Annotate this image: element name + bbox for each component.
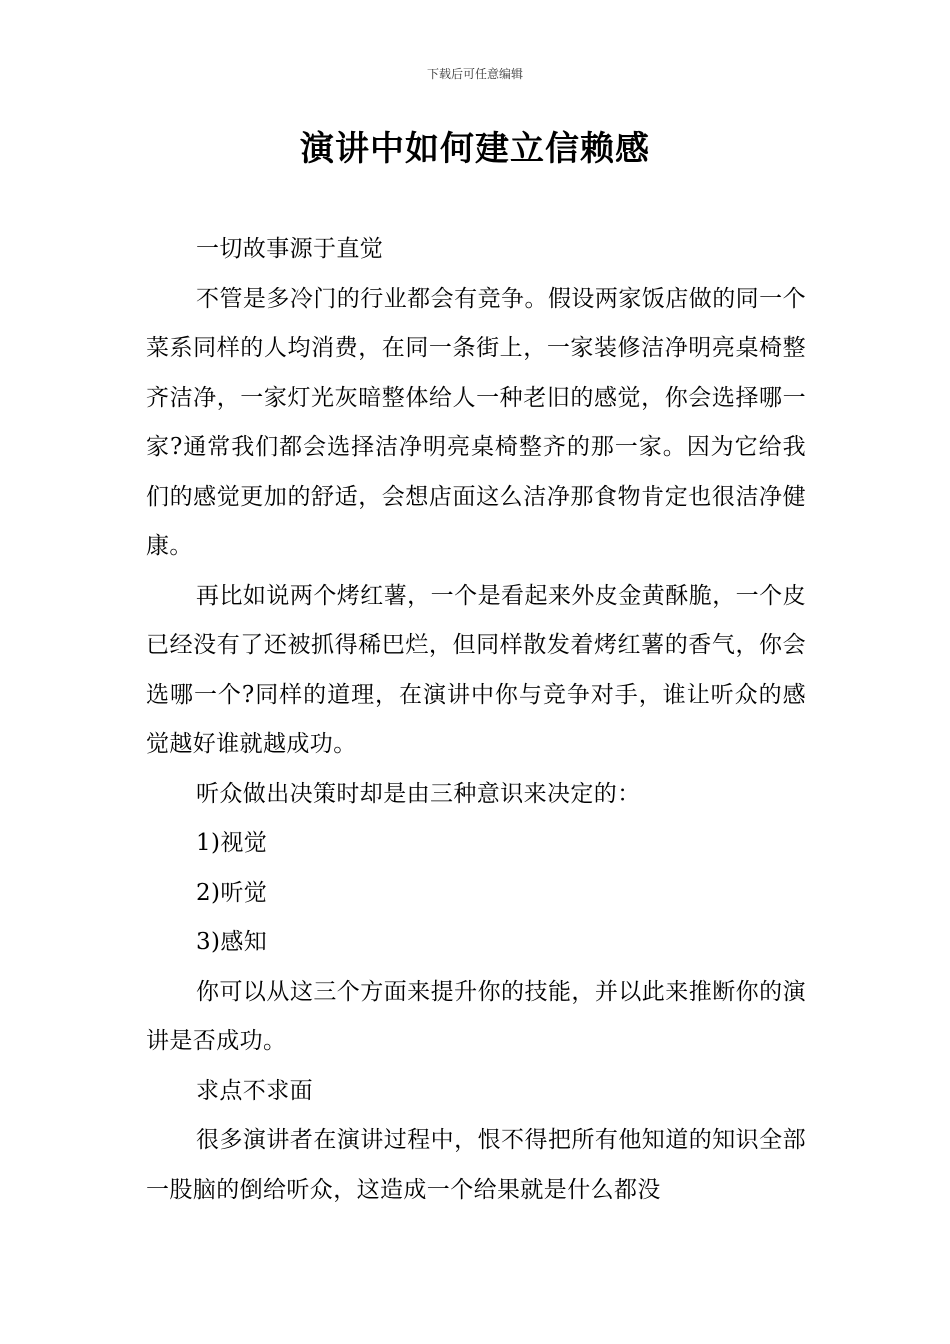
paragraph-improve-skills: 你可以从这三个方面来提升你的技能，并以此来推断你的演讲是否成功。 bbox=[146, 978, 806, 1054]
section-heading-focus: 求点不求面 bbox=[196, 1077, 313, 1104]
page-title: 演讲中如何建立信赖感 bbox=[300, 129, 650, 169]
paragraph-sweet-potato-example: 再比如说两个烤红薯，一个是看起来外皮金黄酥脆，一个皮已经没有了还被抓得稀巴烂，但同样散发着烤红薯的香气，你会选哪一个?同样的道理，在演讲中你与竞争对手，谁让听众的感觉越好谁就越成功。 bbox=[146, 582, 806, 757]
list-item-perception: 3)感知 bbox=[196, 929, 268, 955]
paragraph-overloading-audience: 很多演讲者在演讲过程中，恨不得把所有他知道的知识全部一股脑的倒给听众，这造成一个给果就是什么都没 bbox=[146, 1127, 806, 1203]
paragraph-restaurant-example: 不管是多冷门的行业都会有竞争。假设两家饭店做的同一个菜系同样的人均消费，在同一条街上，一家装修洁净明亮桌椅整齐洁净，一家灯光灰暗整体给人一种老旧的感觉，你会选择哪一家?通常我们都会选择洁净明亮桌椅整齐的那一家。因为它给我们的感觉更加的舒适，会想店面这么洁净那食物肯定也很洁净健康。 bbox=[146, 285, 806, 559]
list-item-hearing: 2)听觉 bbox=[196, 879, 268, 906]
document-body bbox=[146, 225, 806, 1215]
list-item-vision: 1)视觉 bbox=[196, 830, 268, 856]
paragraph-three-senses-intro: 听众做出决策时却是由三种意识来决定的： bbox=[196, 780, 641, 807]
header-note: 下载后可任意编辑 bbox=[426, 67, 523, 81]
section-heading-intuition: 一切故事源于直觉 bbox=[196, 236, 384, 262]
